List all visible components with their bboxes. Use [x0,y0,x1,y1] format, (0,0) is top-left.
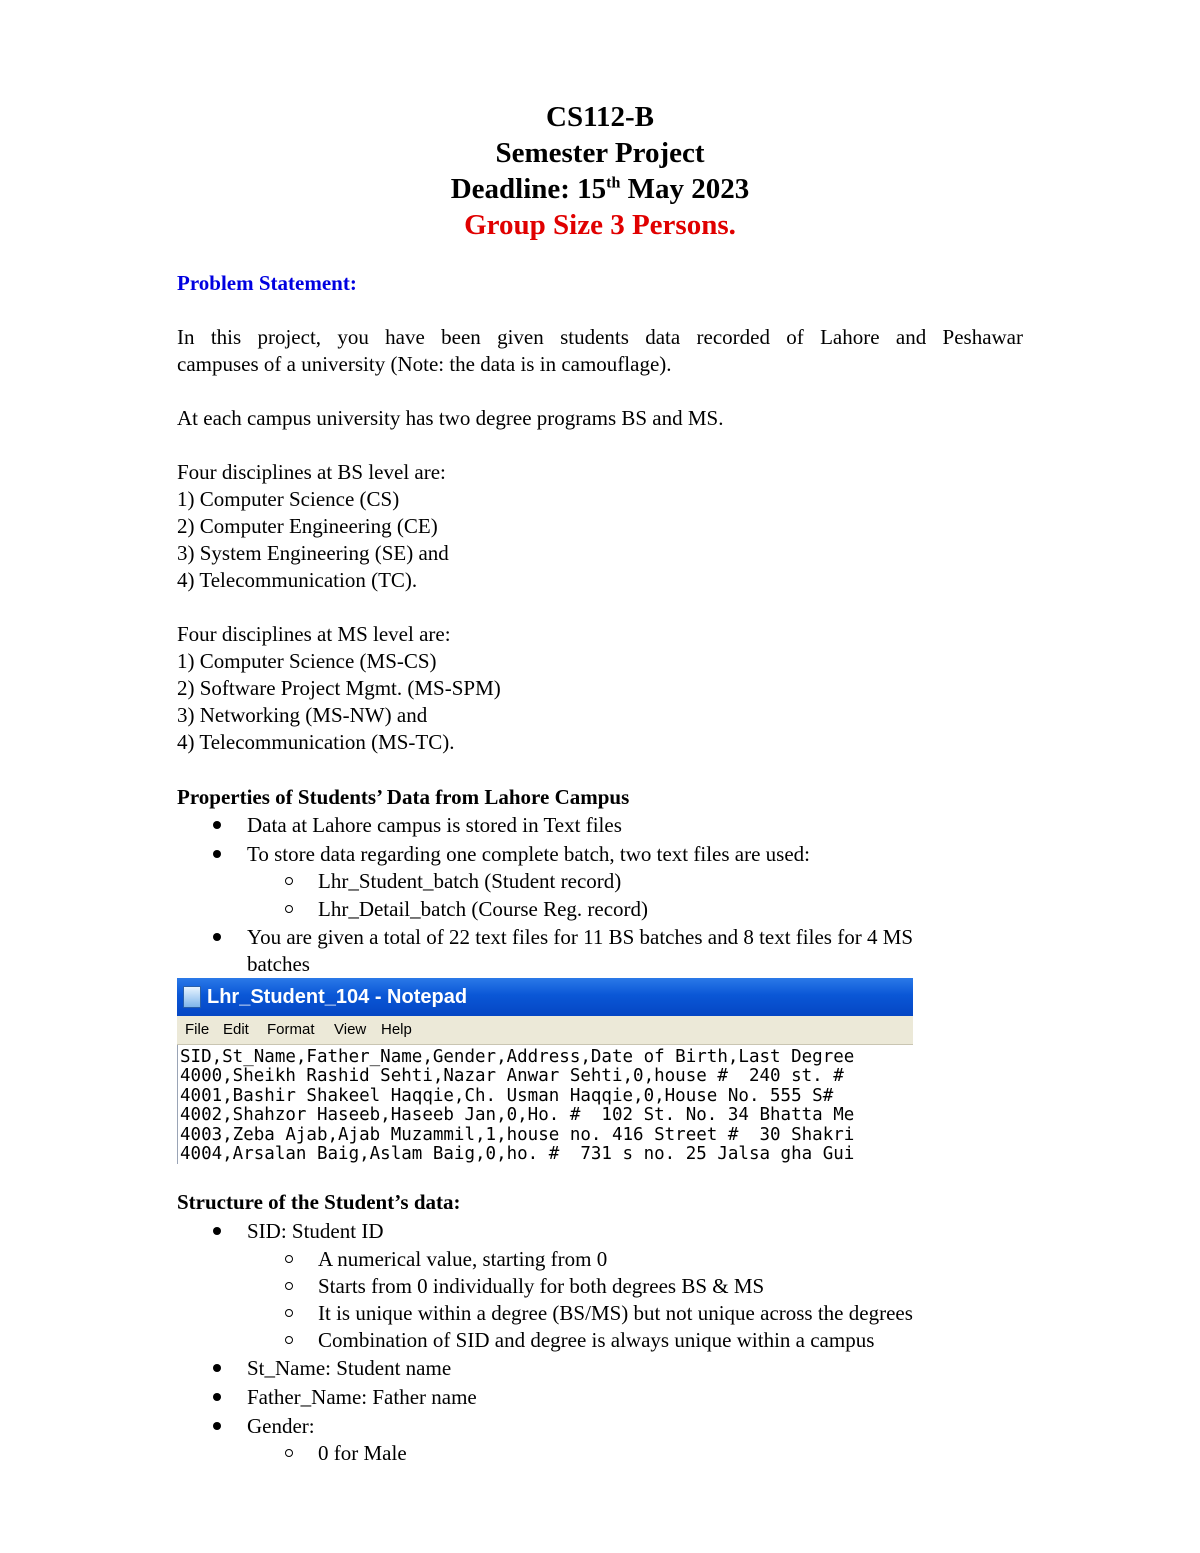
notepad-text-area[interactable] [177,1045,913,1164]
menu-help[interactable]: Help [381,1021,412,1038]
notepad-line: 4003,Zeba Ajab,Ajab Muzammil,1,house no. 416 Street # 30 Shakri [180,1124,855,1145]
problem-heading: Problem Statement: [177,271,357,295]
lahore-sub-1: Lhr_Student_batch (Student record) [318,869,622,893]
ms-item: 4) Telecommunication (MS-TC). [177,730,455,754]
deadline-suffix: May 2023 [620,173,750,205]
sub-bullet-icon [285,877,293,885]
lahore-bullet-2: To store data regarding one complete batch, two text files are used: [247,842,810,866]
notepad-line: SID,St_Name,Father_Name,Gender,Address,Date of Birth,Last Degree [180,1047,855,1067]
sid-sub: Combination of SID and degree is always unique within a campus [318,1328,875,1352]
structure-gender: Gender: [247,1414,315,1438]
bullet-icon [213,933,221,941]
sid-sub: It is unique within a degree (BS/MS) but not unique across the degrees [318,1301,913,1325]
bs-item: 3) System Engineering (SE) and [177,541,449,565]
gender-sub: 0 for Male [318,1441,407,1465]
menu-file[interactable]: File [185,1021,210,1038]
notepad-line: 4001,Bashir Shakeel Haqqie,Ch. Usman Haqqie,0,House No. 555 S# [180,1085,834,1106]
notepad-line: 4002,Shahzor Haseeb,Haseeb Jan,0,Ho. # 102 St. No. 34 Bhatta Me [180,1105,855,1126]
structure-sid: SID: Student ID [247,1219,384,1243]
sid-sub: Starts from 0 individually for both degrees BS & MS [318,1274,765,1298]
bs-intro: Four disciplines at BS level are: [177,460,446,484]
menu-format[interactable]: Format [267,1021,315,1038]
degree-programs: At each campus university has two degree programs BS and MS. [177,406,724,430]
ms-item: 2) Software Project Mgmt. (MS-SPM) [177,676,501,700]
problem-para-line2: campuses of a university (Note: the data is in camouflage). [177,352,672,376]
course-code: CS112-B [546,101,654,133]
lahore-sub-2: Lhr_Detail_batch (Course Reg. record) [318,897,649,921]
sub-bullet-icon [285,1336,293,1344]
lahore-bullet-3-line1: You are given a total of 22 text files for 11 BS batches and 8 text files for 4 MS [247,925,914,949]
bullet-icon [213,850,221,858]
ms-item: 3) Networking (MS-NW) and [177,703,428,727]
deadline-sup: th [606,174,621,192]
menu-view[interactable]: View [334,1021,367,1038]
sub-bullet-icon [285,1282,293,1290]
sub-bullet-icon [285,905,293,913]
bs-item: 2) Computer Engineering (CE) [177,514,438,538]
notepad-menu-bar [177,1016,913,1045]
menu-edit[interactable]: Edit [223,1021,249,1038]
sub-bullet-icon [285,1255,293,1263]
problem-paragraph [177,324,1023,351]
notepad-line: 4004,Arsalan Baig,Aslam Baig,0,ho. # 731 s no. 25 Jalsa gha Gui [180,1144,855,1164]
lahore-bullet-1: Data at Lahore campus is stored in Text files [247,813,622,837]
structure-father-name: Father_Name: Father name [247,1385,477,1409]
ms-intro: Four disciplines at MS level are: [177,622,451,646]
problem-para-line1: In this project, you have been given students data recorded of Lahore and Peshawar [177,325,1023,349]
doc-subtitle: Semester Project [495,137,705,169]
structure-heading: Structure of the Student’s data: [177,1190,461,1214]
deadline-prefix: Deadline: 15 [450,173,607,205]
sub-bullet-icon [285,1449,293,1457]
bs-item: 1) Computer Science (CS) [177,487,400,511]
lahore-heading: Properties of Students’ Data from Lahore Campus [177,785,630,809]
bullet-icon [213,1227,221,1235]
sub-bullet-icon [285,1309,293,1317]
lahore-bullet-3-line2: batches [247,952,310,976]
group-size: Group Size 3 Persons. [464,209,736,241]
bullet-icon [213,1422,221,1430]
notepad-window [177,978,913,1164]
notepad-title-bar [177,978,913,1016]
deadline [0,171,1200,207]
bullet-icon [213,821,221,829]
structure-st-name: St_Name: Student name [247,1356,452,1380]
notepad-icon [183,986,201,1008]
bs-item: 4) Telecommunication (TC). [177,568,418,592]
notepad-title: Lhr_Student_104 - Notepad [207,986,468,1008]
bullet-icon [213,1393,221,1401]
ms-item: 1) Computer Science (MS-CS) [177,649,437,673]
notepad-line: 4000,Sheikh Rashid Sehti,Nazar Anwar Sehti,0,house # 240 st. # [180,1066,844,1087]
bullet-icon [213,1364,221,1372]
sid-sub: A numerical value, starting from 0 [318,1247,608,1271]
